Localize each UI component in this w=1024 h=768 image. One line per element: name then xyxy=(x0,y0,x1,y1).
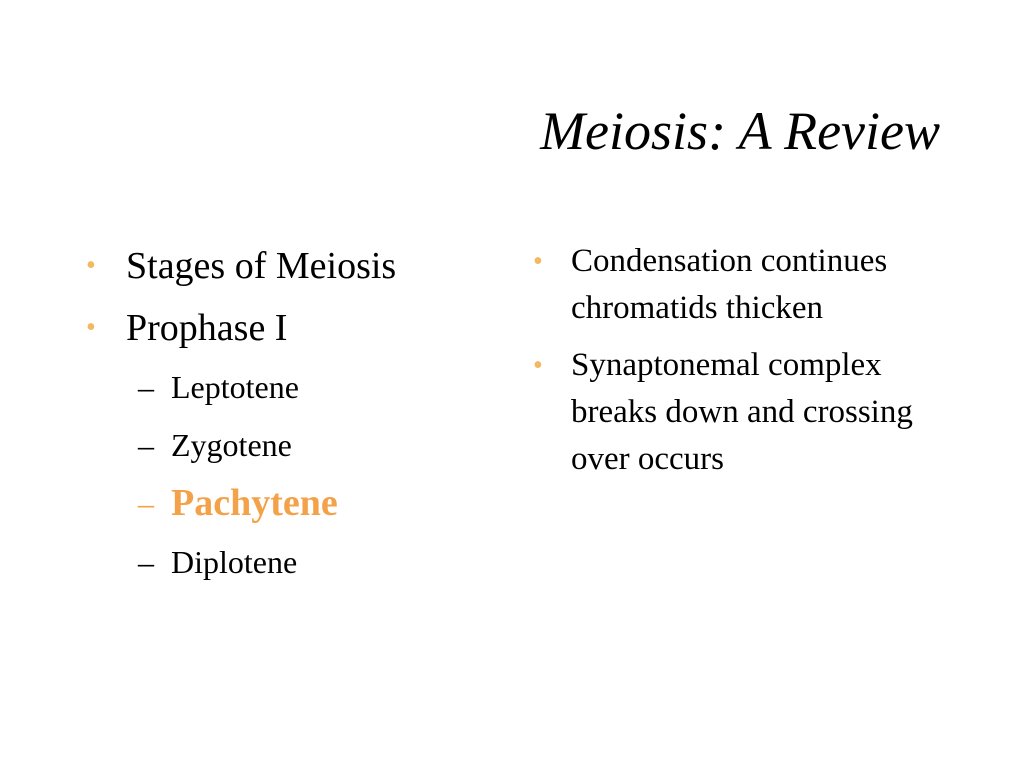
substage-text: Zygotene xyxy=(171,427,292,463)
bullet-text: Condensation continues chromatids thicken xyxy=(571,243,888,326)
dash-icon: – xyxy=(138,369,154,405)
bullet-text: Stages of Meiosis xyxy=(126,245,397,287)
substage-item-leptotene xyxy=(86,364,506,410)
left-bullet-list xyxy=(86,240,506,354)
dash-icon: – xyxy=(138,485,154,521)
bullet-item-synaptonemal xyxy=(533,342,953,483)
bullet-item-condensation xyxy=(533,238,953,332)
bullet-icon: • xyxy=(86,312,96,343)
right-bullet-list xyxy=(533,238,953,483)
substage-item-pachytene xyxy=(86,480,506,527)
bullet-icon: • xyxy=(533,246,543,277)
substage-text: Diplotene xyxy=(171,544,298,580)
right-column xyxy=(533,238,953,493)
slide-title: Meiosis: A Review xyxy=(540,101,940,161)
substage-item-diplotene xyxy=(86,539,506,585)
dash-icon: – xyxy=(138,427,154,463)
bullet-item-prophase xyxy=(86,302,506,354)
substage-text: Leptotene xyxy=(171,369,299,405)
bullet-item-stages xyxy=(86,240,506,292)
bullet-icon: • xyxy=(533,350,543,381)
prophase-substage-list xyxy=(86,364,506,585)
substage-item-zygotene xyxy=(86,422,506,468)
bullet-text: Prophase I xyxy=(126,307,288,349)
bullet-icon: • xyxy=(86,250,96,281)
left-column xyxy=(86,240,506,597)
bullet-text: Synaptonemal complex breaks down and crossing over occurs xyxy=(571,347,913,477)
dash-icon: – xyxy=(138,544,154,580)
substage-text-highlighted: Pachytene xyxy=(171,482,338,524)
